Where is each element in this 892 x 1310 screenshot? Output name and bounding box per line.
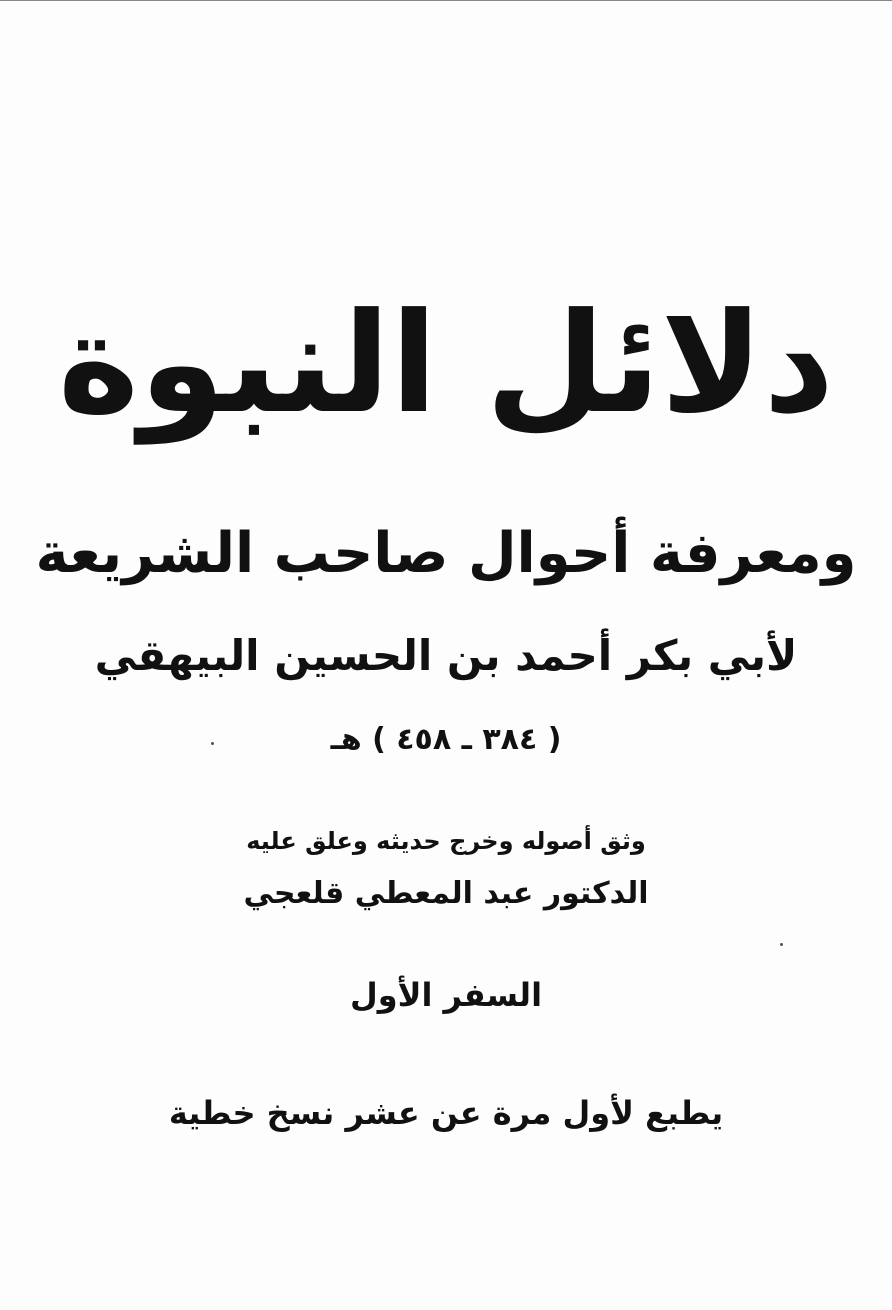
printing-note: يطبع لأول مرة عن عشر نسخ خطية: [168, 1094, 724, 1132]
volume-label: السفر الأول: [349, 976, 543, 1014]
author-line: لأبي بكر أحمد بن الحسين البيهقي: [94, 631, 798, 680]
scan-speck: [780, 943, 783, 946]
editor-name: الدكتور عبد المعطي قلعجي: [243, 876, 649, 911]
editor-role: وثق أصوله وخرج حديثه وعلق عليه: [246, 827, 646, 855]
author-dates: ( ٣٨٤ ـ ٤٥٨ ) هـ: [330, 722, 562, 757]
scan-speck: [211, 742, 214, 745]
book-subtitle: ومعرفة أحوال صاحب الشريعة: [35, 521, 857, 586]
book-title: دلائل النبوة: [57, 283, 835, 444]
